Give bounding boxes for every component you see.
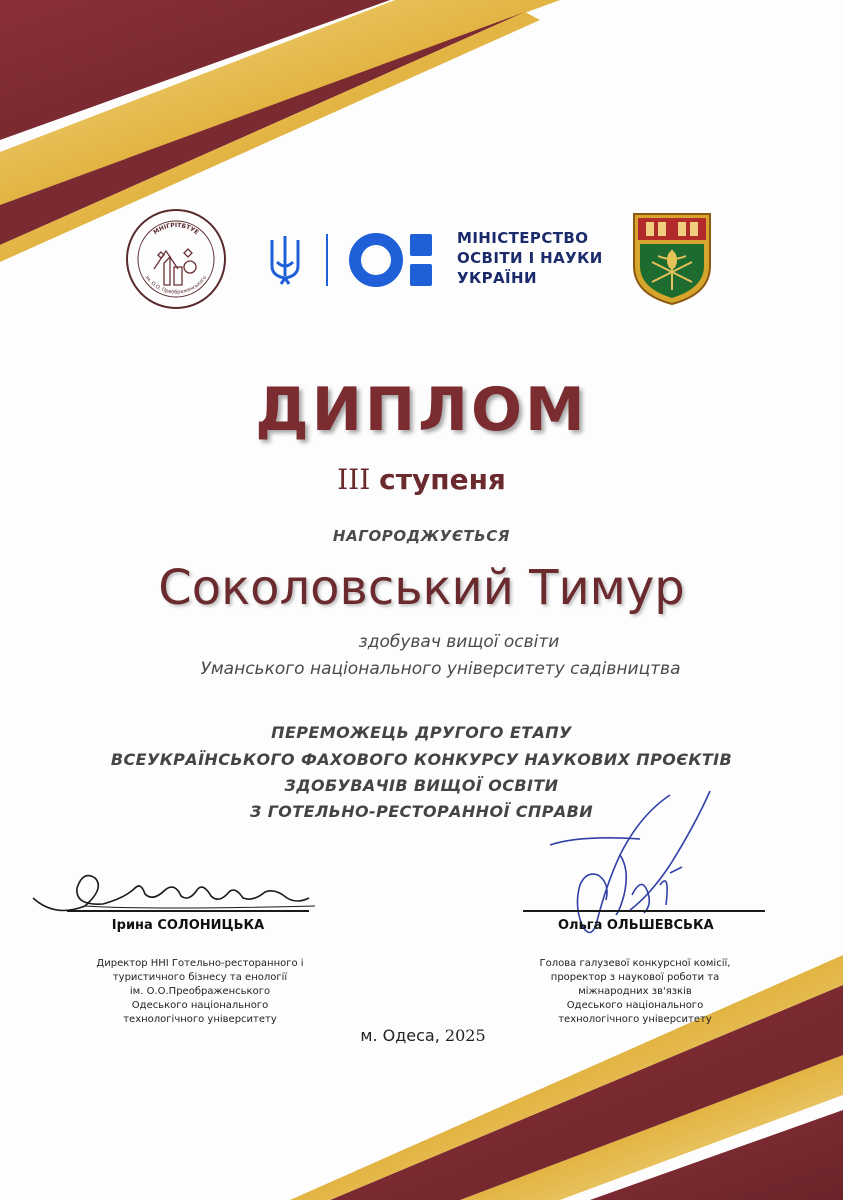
left-position-line: ім. О.О.Преображенського xyxy=(129,986,271,997)
degree-word: ступеня xyxy=(379,463,506,496)
winner-line-2: ВСЕУКРАЇНСЬКОГО ФАХОВОГО КОНКУРСУ НАУКОВИХ ПРОЄКТІВ xyxy=(110,750,733,769)
university-crest-logo xyxy=(628,210,716,306)
right-position-line: проректор з наукової роботи та xyxy=(550,972,720,983)
svg-text:МНІГРІТБТУЕ: МНІГРІТБТУЕ xyxy=(152,221,200,237)
left-signature-line xyxy=(67,910,309,912)
year: 2025 xyxy=(444,1026,486,1045)
logo-divider xyxy=(326,234,328,286)
left-position-line: Одеського національного xyxy=(131,1000,269,1011)
svg-text:ім. О.О. Преображенського: ім. О.О. Преображенського xyxy=(143,274,209,296)
winner-line-3: ЗДОБУВАЧІВ ВИЩОЇ ОСВІТИ xyxy=(284,776,559,795)
right-signature-line xyxy=(523,910,765,912)
ministry-name-line-1: МІНІСТЕРСТВО xyxy=(457,229,589,247)
ministry-logo-icon xyxy=(348,230,440,290)
degree-roman: III xyxy=(337,463,371,496)
awarded-label: НАГОРОДЖУЄТЬСЯ xyxy=(332,527,511,545)
left-position-line: Директор ННІ Готельно-ресторанного і xyxy=(96,958,304,969)
trident-icon xyxy=(268,232,302,288)
winner-line-1: ПЕРЕМОЖЕЦЬ ДРУГОГО ЕТАПУ xyxy=(271,723,572,742)
recipient-name: Соколовський Тимур xyxy=(158,560,685,616)
right-signatory-position xyxy=(490,957,780,1027)
right-position-line: міжнародних зв'язків xyxy=(578,986,692,997)
left-signatory-name: Ірина СОЛОНИЦЬКА xyxy=(111,918,265,933)
place-and-date xyxy=(0,1026,843,1045)
ministry-name xyxy=(457,228,603,288)
winner-line-4: З ГОТЕЛЬНО-РЕСТОРАННОЇ СПРАВИ xyxy=(249,802,594,821)
institute-seal-logo xyxy=(124,207,228,311)
ministry-name-line-2: ОСВІТИ І НАУКИ xyxy=(457,249,603,267)
city: м. Одеса, xyxy=(360,1026,440,1045)
degree-line xyxy=(0,463,843,496)
left-signatory-position xyxy=(55,957,345,1027)
recipient-university: Уманського національного університету садівництва xyxy=(200,659,681,679)
right-position-line: технологічного університету xyxy=(558,1014,712,1025)
left-position-line: технологічного університету xyxy=(123,1014,277,1025)
right-position-line: Голова галузевої конкурсної комісії, xyxy=(539,958,731,969)
recipient-status: здобувач вищої освіти xyxy=(358,632,560,652)
right-signatory-name: Ольга ОЛЬШЕВСЬКА xyxy=(558,918,714,933)
ministry-name-line-3: УКРАЇНИ xyxy=(457,269,537,287)
diploma-title: ДИПЛОМ xyxy=(255,375,588,445)
left-position-line: туристичного бізнесу та енології xyxy=(112,972,288,983)
right-position-line: Одеського національного xyxy=(566,1000,704,1011)
